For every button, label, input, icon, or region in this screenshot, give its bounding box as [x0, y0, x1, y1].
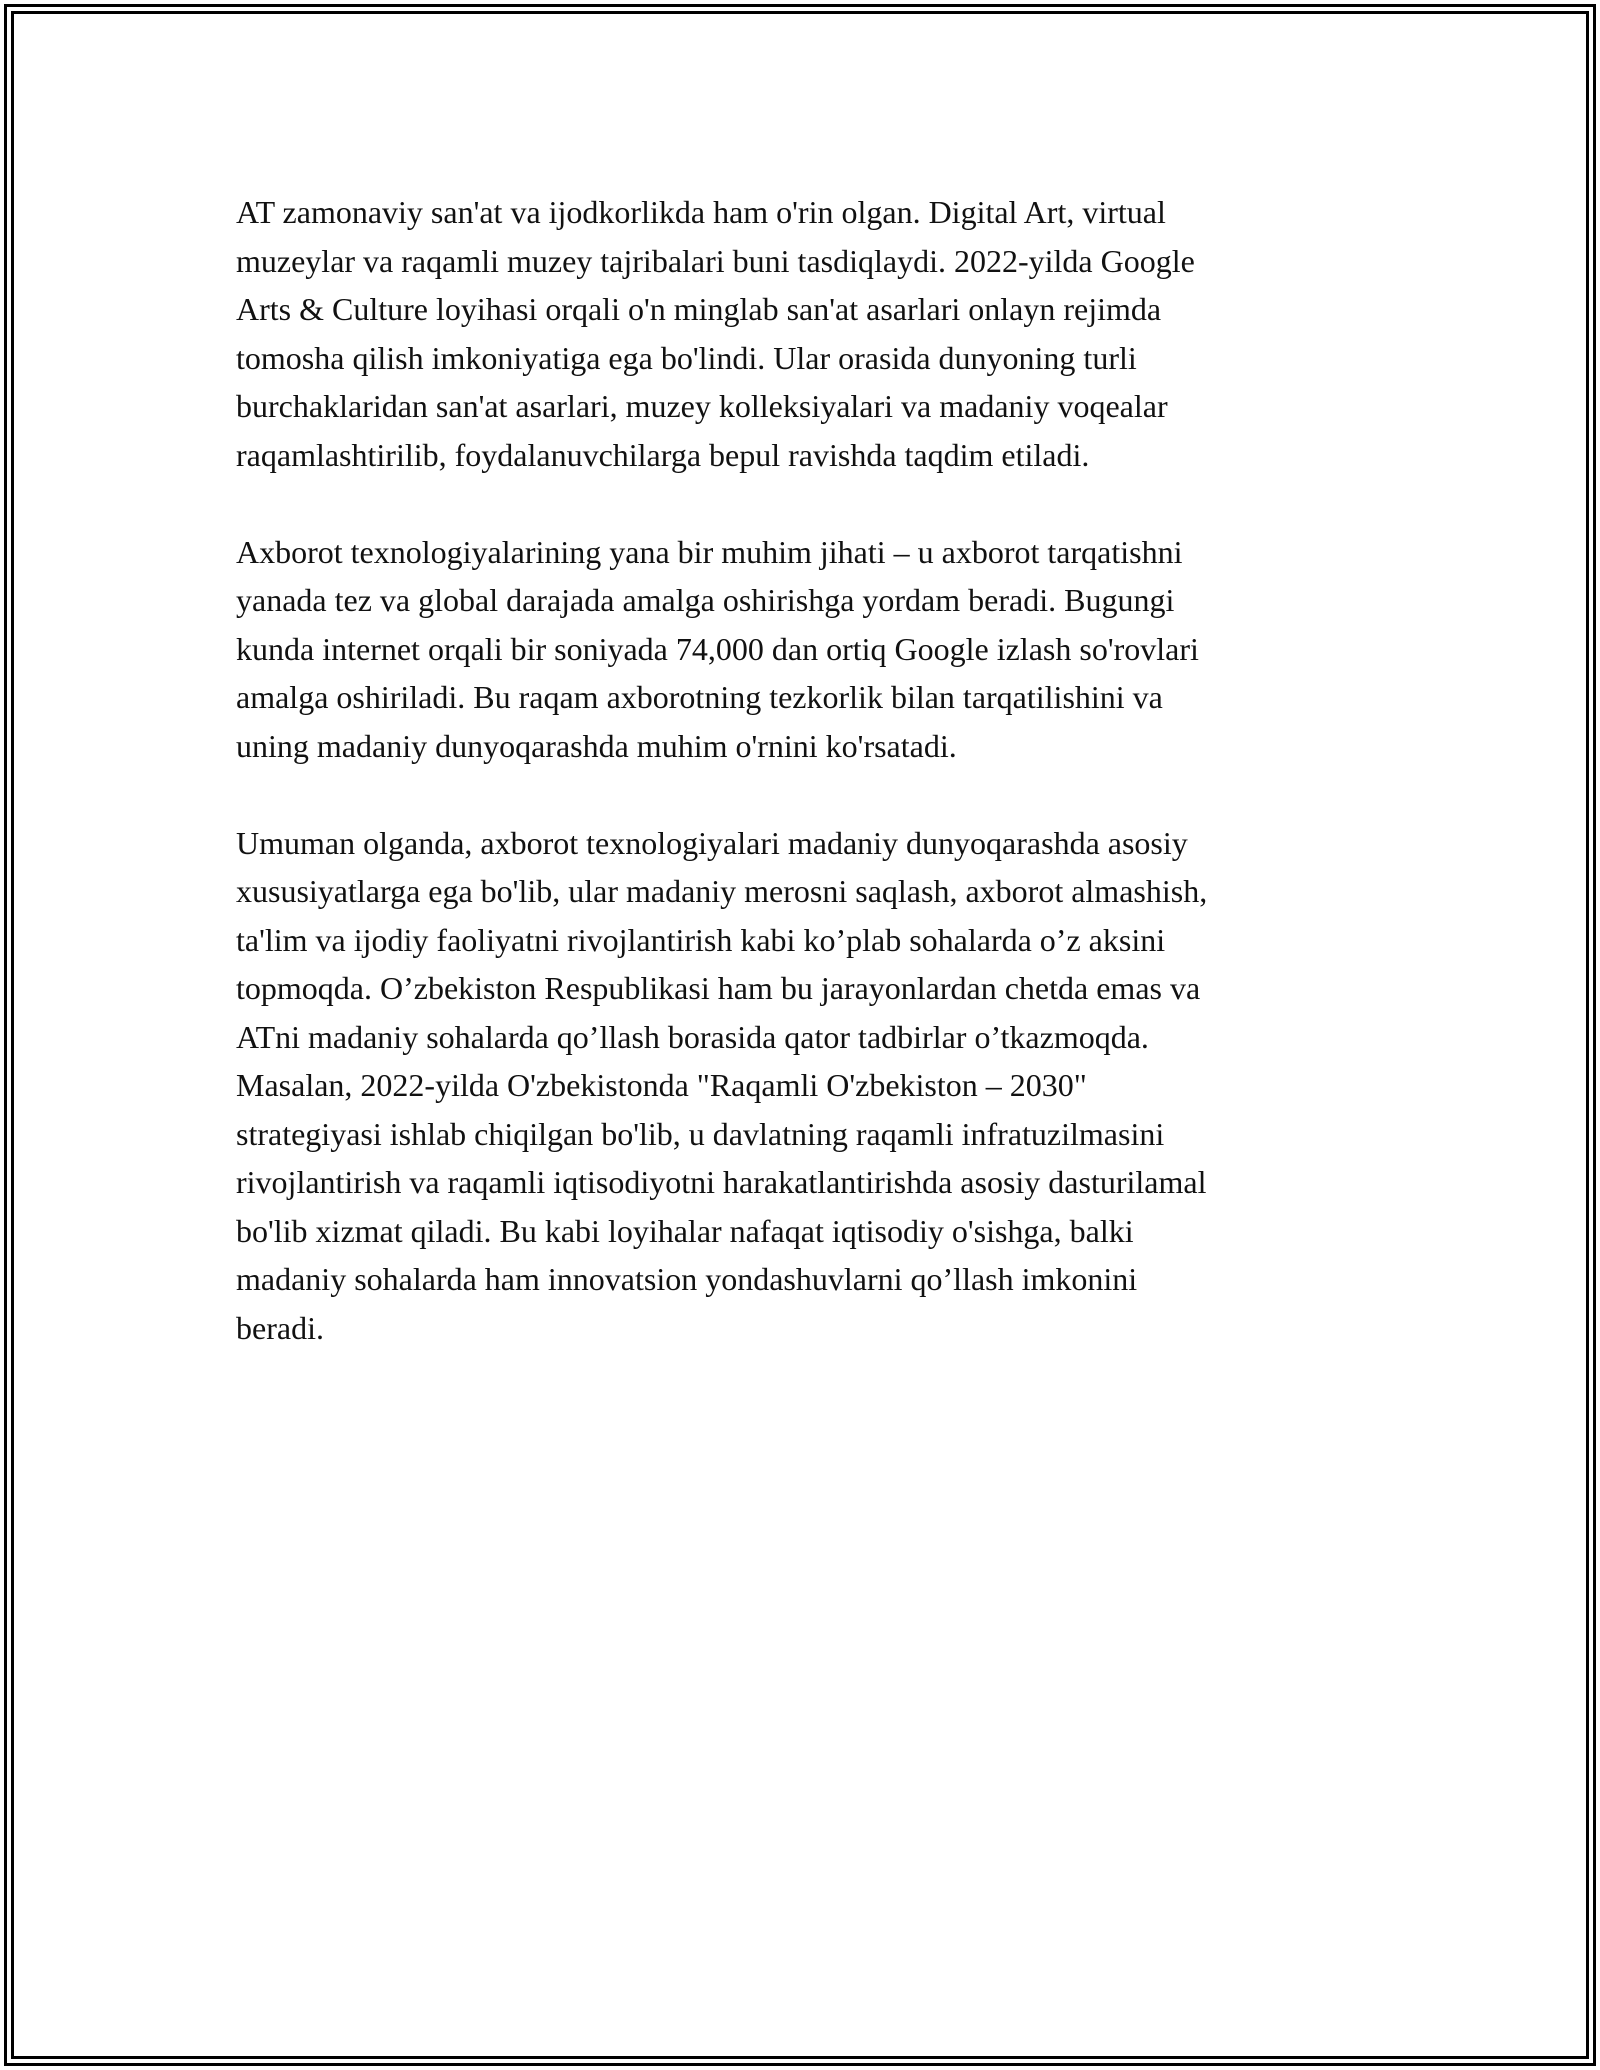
text-line: ta'lim va ijodiy faoliyatni rivojlantirish kabi ko’plab sohalarda o’z aksini — [236, 921, 1166, 958]
text-line: rivojlantirish va raqamli iqtisodiyotni harakatlantirishda asosiy dasturilamal — [236, 1164, 1207, 1200]
text-line: bo'lib xizmat qiladi. Bu kabi loyihalar nafaqat iqtisodiy o'sishga, balki — [236, 1212, 1134, 1249]
text-line: tomosha qilish imkoniyatiga ega bo'lindi. Ular orasida dunyoning turli — [236, 339, 1137, 376]
text-line: Axborot texnologiyalarining yana bir muhim jihati – u axborot tarqatishni — [236, 533, 1183, 570]
text-line: Umuman olganda, axborot texnologiyalari madaniy dunyoqarashda asosiy — [236, 824, 1188, 861]
text-line: madaniy sohalarda ham innovatsion yondashuvlarni qo’llash imkonini — [236, 1261, 1138, 1297]
text-line: raqamlashtirilib, foydalanuvchilarga bepul ravishda taqdim etiladi. — [236, 436, 1090, 473]
text-line: strategiyasi ishlab chiqilgan bo'lib, u davlatning raqamli infratuzilmasini — [236, 1115, 1165, 1152]
text-line: kunda internet orqali bir soniyada 74,000 dan ortiq Google izlash so'rovlari — [236, 630, 1199, 667]
text-line: topmoqda. O’zbekiston Respublikasi ham bu jarayonlardan chetda emas va — [236, 970, 1201, 1006]
paragraph-2 — [236, 528, 1356, 771]
text-line: Arts & Culture loyihasi orqali o'n minglab san'at asarlari onlayn rejimda — [236, 291, 1162, 327]
text-line: beradi. — [236, 1309, 324, 1346]
text-line: ATni madaniy sohalarda qo’llash borasida qator tadbirlar o’tkazmoqda. — [236, 1018, 1149, 1055]
text-line: xususiyatlarga ega bo'lib, ular madaniy merosni saqlash, axborot almashish, — [236, 873, 1208, 909]
paragraph-1 — [236, 188, 1356, 479]
text-line: uning madaniy dunyoqarashda muhim o'rnini ko'rsatadi. — [236, 727, 957, 764]
text-line: burchaklaridan san'at asarlari, muzey kolleksiyalari va madaniy voqealar — [236, 388, 1168, 424]
document-body — [236, 188, 1356, 1401]
text-line: yanada tez va global darajada amalga oshirishga yordam beradi. Bugungi — [236, 582, 1175, 618]
text-line: AT zamonaviy san'at va ijodkorlikda ham o'rin olgan. Digital Art, virtual — [236, 194, 1166, 230]
text-line: Masalan, 2022-yilda O'zbekistonda "Raqamli O'zbekiston – 2030" — [236, 1067, 1087, 1103]
paragraph-3 — [236, 819, 1356, 1353]
text-line: muzeylar va raqamli muzey tajribalari buni tasdiqlaydi. 2022-yilda Google — [236, 242, 1195, 279]
text-line: amalga oshiriladi. Bu raqam axborotning tezkorlik bilan tarqatilishini va — [236, 679, 1163, 715]
